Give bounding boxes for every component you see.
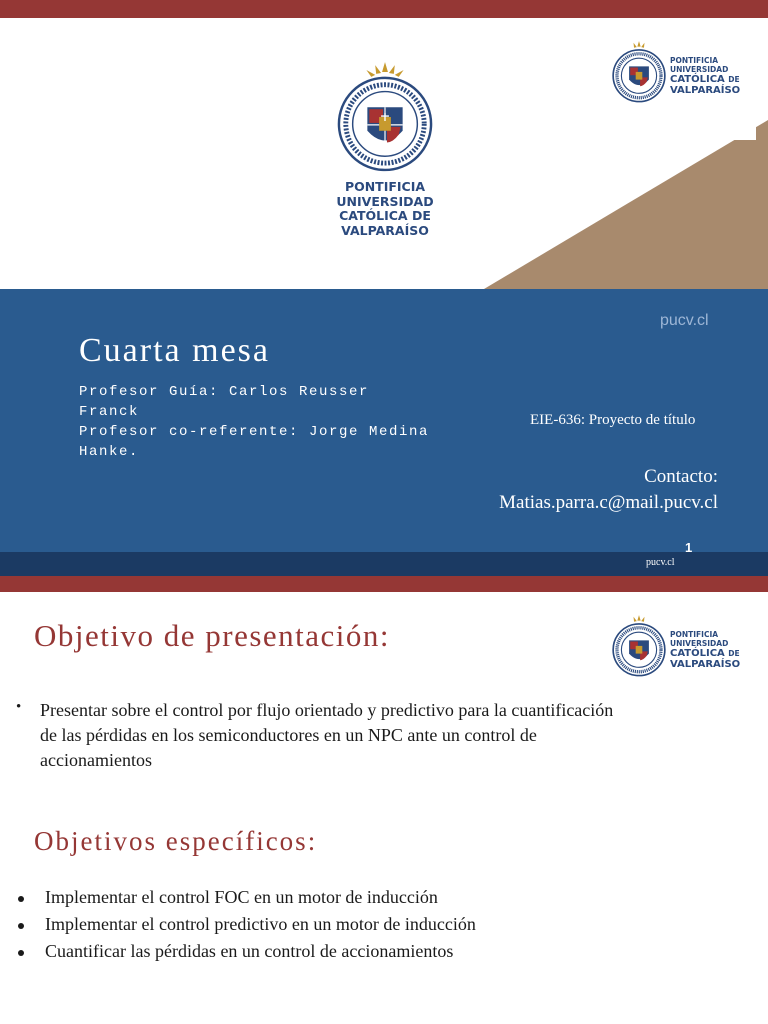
corner-logo <box>610 614 750 684</box>
objective-bullet <box>16 698 626 773</box>
logo-line: CATÓLICA DE <box>339 208 431 223</box>
subtitle-line: Profesor Guía: Carlos Reusser Franck <box>79 384 370 420</box>
logo-line: VALPARAÍSO <box>341 222 429 238</box>
corner-logo-word: CATÓLICA <box>670 648 725 659</box>
corner-logo-text <box>670 56 740 96</box>
list-item <box>16 884 656 911</box>
university-seal-icon <box>336 60 434 178</box>
corner-logo-line: PONTIFICIA <box>670 56 719 65</box>
corner-logo-line: UNIVERSIDAD <box>670 65 729 74</box>
objective-text: Presentar sobre el control por flujo orientado y predictivo para la cuantificación de las pérdidas en los semiconductores en un NPC ante un control de accionamientos <box>40 700 614 770</box>
objective-title: Objetivo de presentación: <box>34 618 391 653</box>
site-label: pucv.cl <box>660 312 709 329</box>
specific-objectives-list <box>16 884 656 965</box>
list-item <box>16 938 656 965</box>
corner-logo-word: CATÓLICA <box>670 74 725 85</box>
corner-logo-line: VALPARAÍSO <box>670 659 741 670</box>
corner-seal-icon <box>610 614 668 680</box>
subtitle-block <box>79 382 439 462</box>
page-number: 1 <box>685 540 693 555</box>
course-code: EIE-636: Proyecto de título <box>530 412 696 428</box>
list-item-text: Implementar el control predictivo en un motor de inducción <box>45 914 476 934</box>
corner-logo <box>610 40 750 110</box>
logo-line: PONTIFICIA <box>344 179 426 194</box>
list-item <box>16 911 656 938</box>
corner-seal-icon <box>610 40 668 106</box>
list-item-text: Cuantificar las pérdidas en un control de accionamientos <box>45 941 454 961</box>
bottom-accent-bar <box>0 576 768 592</box>
university-name-block <box>310 180 460 238</box>
bullet-icon: • <box>16 699 22 715</box>
subtitle-line: Profesor co-referente: Jorge Medina <box>79 424 430 440</box>
corner-logo-de: DE <box>728 75 740 84</box>
footer-site-label: pucv.cl <box>646 557 675 568</box>
corner-logo-line <box>670 74 740 85</box>
slide-title: Cuarta mesa <box>79 332 270 369</box>
bullet-icon <box>18 950 24 956</box>
contact-label: Contacto: <box>644 466 718 487</box>
corner-logo-line: UNIVERSIDAD <box>670 639 729 648</box>
list-item-text: Implementar el control FOC en un motor de inducción <box>45 887 438 907</box>
corner-logo-de: DE <box>728 649 740 658</box>
contact-block <box>440 464 718 516</box>
bullet-icon <box>18 923 24 929</box>
bullet-icon <box>18 896 24 902</box>
corner-logo-line: PONTIFICIA <box>670 630 719 639</box>
corner-logo-line: VALPARAÍSO <box>670 85 741 96</box>
subtitle-line: Hanke. <box>79 444 140 460</box>
specific-objectives-title: Objetivos específicos: <box>34 826 318 856</box>
corner-logo-line <box>670 648 740 659</box>
logo-line: UNIVERSIDAD <box>336 193 434 209</box>
corner-logo-text <box>670 630 740 670</box>
contact-email: Matias.parra.c@mail.pucv.cl <box>499 492 718 513</box>
objectives-slide <box>0 592 768 1024</box>
